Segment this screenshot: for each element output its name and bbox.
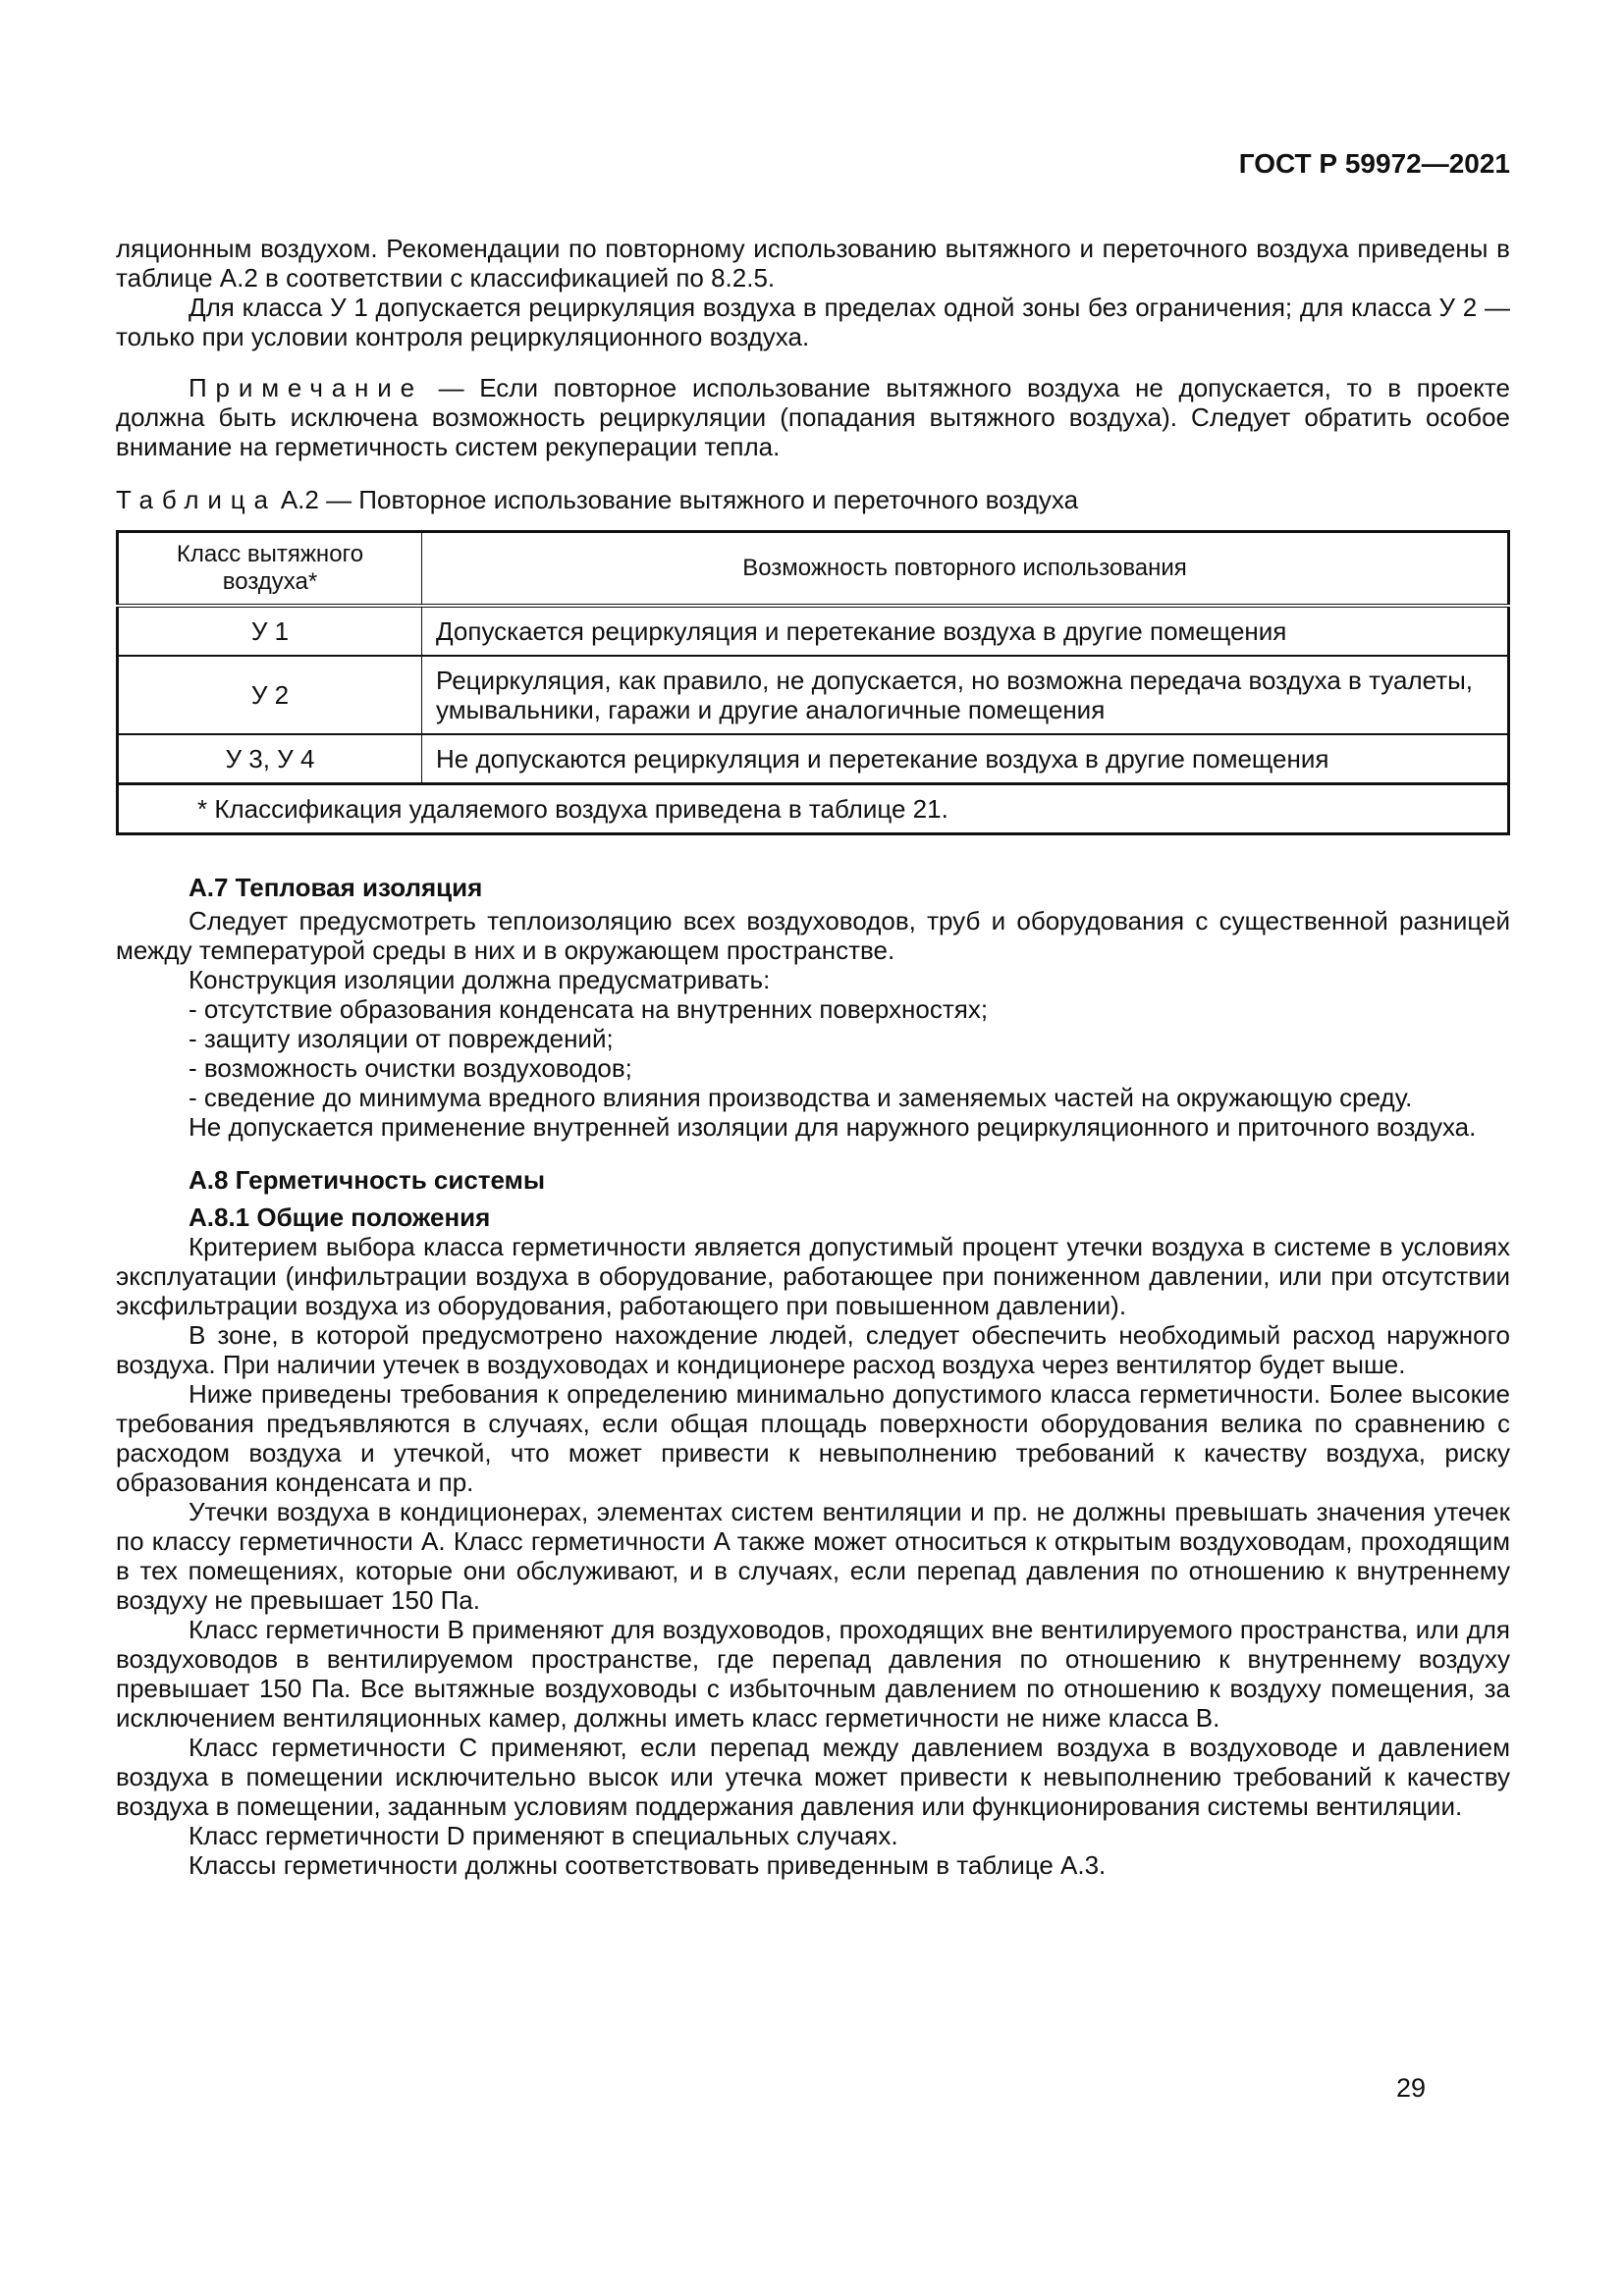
table-row xyxy=(118,656,1509,734)
table-caption-title: А.2 — Повторное использование вытяжного и переточного воздуха xyxy=(280,485,1079,514)
table-header-possibility: Возможность повторного использования xyxy=(422,532,1509,607)
paragraph: Конструкция изоляции должна предусматривать: xyxy=(189,965,771,994)
cell-possibility: Рециркуляция, как правило, не допускается, но возможна передача воздуха в туалеты, умывальники, гаражи и другие аналогичные помещения xyxy=(422,656,1509,734)
list-item: - возможность очистки воздуховодов; xyxy=(189,1053,632,1083)
paragraph-intro-1: ляционным воздухом. Рекомендации по повторному использованию вытяжного и переточного воздуха приведены в таблице А.2 в соответствии с классификацией по 8.2.5. xyxy=(116,234,1510,293)
cell-class: У 2 xyxy=(118,656,422,734)
paragraph-intro-2: Для класса У 1 допускается рециркуляция воздуха в пределах одной зоны без ограничения; для класса У 2 — только при условии контроля рециркуляционного воздуха. xyxy=(116,293,1510,351)
paragraph: В зоне, в которой предусмотрено нахождение людей, следует обеспечить необходимый расход наружного воздуха. При наличии утечек в воздуховодах и кондиционере расход воздуха через вентилятор будет выше. xyxy=(116,1320,1510,1379)
cell-class: У 3, У 4 xyxy=(118,734,422,784)
table-header-row xyxy=(118,532,1509,607)
paragraph: Критерием выбора класса герметичности является допустимый процент утечки воздуха в системе в условиях эксплуатации (инфильтрации воздуха в оборудование, работающее при пониженном давлении, или при отсутствии эксфильтрации воздуха из оборудования, работающего при повышенном давлении). xyxy=(116,1232,1510,1320)
section-a8-1-heading: А.8.1 Общие положения xyxy=(189,1202,491,1232)
table-a2 xyxy=(116,530,1510,835)
table-row xyxy=(118,606,1509,656)
table-footnote-row xyxy=(118,784,1509,834)
paragraph: Ниже приведены требования к определению минимально допустимого класса герметичности. Более высокие требования предъявляются в случаях, если общая площадь поверхности оборудования велика по сравнению с расходом воздуха и утечкой, что может привести к невыполнению требований к качеству воздуха, риску образования конденсата и пр. xyxy=(116,1379,1510,1497)
cell-class: У 1 xyxy=(118,606,422,656)
paragraph: Класс герметичности D применяют в специальных случаях. xyxy=(189,1821,898,1850)
page-number: 29 xyxy=(1396,2073,1427,2103)
list-item: - сведение до минимума вредного влияния производства и заменяемых частей на окружающую среду. xyxy=(189,1083,1413,1112)
note-label: Примечание xyxy=(189,373,423,402)
section-a8-heading: А.8 Герметичность системы xyxy=(189,1165,546,1195)
cell-possibility: Допускается рециркуляция и перетекание воздуха в другие помещения xyxy=(422,606,1509,656)
cell-possibility: Не допускаются рециркуляция и перетекание воздуха в другие помещения xyxy=(422,734,1509,784)
paragraph: Следует предусмотреть теплоизоляцию всех воздуховодов, труб и оборудования с существенной разницей между температурой среды в них и в окружающем пространстве. xyxy=(116,906,1510,965)
paragraph: Класс герметичности C применяют, если перепад между давлением воздуха в воздуховоде и давлением воздуха в помещении исключительно высок или утечка может привести к невыполнению требований к качеству воздуха в помещении, заданным условиям поддержания давления или функционирования системы вентиляции. xyxy=(116,1733,1510,1821)
table-footnote: * Классификация удаляемого воздуха приведена в таблице 21. xyxy=(118,784,1509,834)
table-header-class: Класс вытяжного воздуха* xyxy=(118,532,422,607)
paragraph: Классы герметичности должны соответствовать приведенным в таблице А.3. xyxy=(189,1850,1107,1880)
table-caption-label: Таблица xyxy=(116,485,277,514)
paragraph: Не допускается применение внутренней изоляции для наружного рециркуляционного и приточного воздуха. xyxy=(189,1112,1477,1142)
standard-number: ГОСТ Р 59972—2021 xyxy=(1238,148,1510,179)
table-row xyxy=(118,734,1509,784)
list-item: - защиту изоляции от повреждений; xyxy=(189,1024,614,1053)
note-text: — Если повторное использование вытяжного воздуха не допускается, то в проекте должна быть исключена возможность рециркуляции (попадания вытяжного воздуха). Следует обратить особое внимание на герметичность систем рекуперации тепла. xyxy=(116,373,1510,461)
note xyxy=(116,373,1510,461)
paragraph: Утечки воздуха в кондиционерах, элементах систем вентиляции и пр. не должны превышать значения утечек по классу герметичности A. Класс герметичности A также может относиться к открытым воздуховодам, проходящим в тех помещениях, которые они обслуживают, и в случаях, если перепад давления по отношению к внутреннему воздуху не превышает 150 Па. xyxy=(116,1497,1510,1615)
table-caption xyxy=(116,485,1510,514)
list-item: - отсутствие образования конденсата на внутренних поверхностях; xyxy=(189,994,989,1024)
section-a7-heading: А.7 Тепловая изоляция xyxy=(189,873,483,902)
paragraph: Класс герметичности B применяют для воздуховодов, проходящих вне вентилируемого пространства, или для воздуховодов в вентилируемом пространстве, где перепад давления по отношению к внутреннему воздуху превышает 150 Па. Все вытяжные воздуховоды с избыточным давлением по отношению к воздуху помещения, за исключением вентиляционных камер, должны иметь класс герметичности не ниже класса B. xyxy=(116,1615,1510,1733)
